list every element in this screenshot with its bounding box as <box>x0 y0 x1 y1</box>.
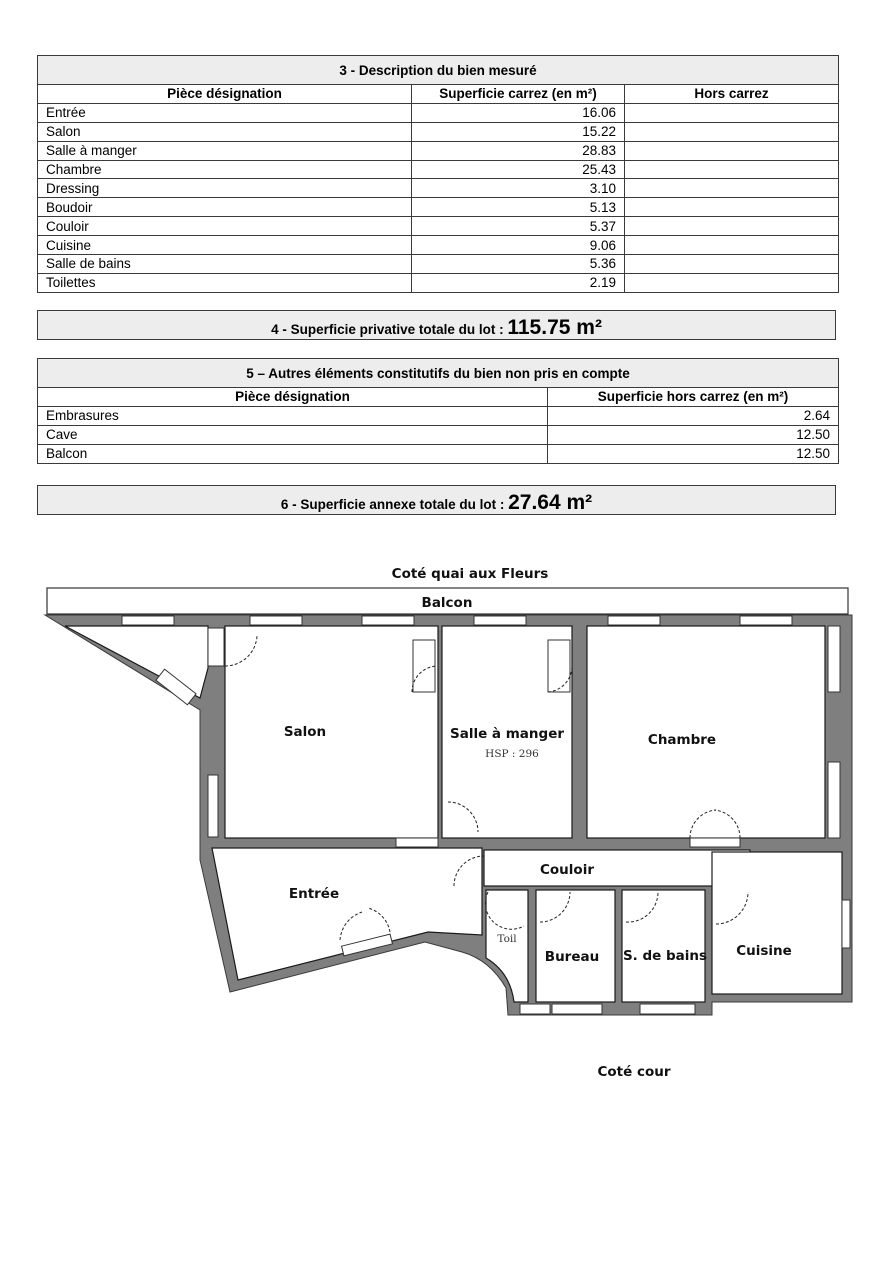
hors-carrez-cell <box>625 122 839 141</box>
table-row <box>38 236 839 255</box>
total-privative-value: 115.75 m² <box>507 316 602 339</box>
hors-carrez-cell <box>625 273 839 292</box>
description-table <box>37 55 839 293</box>
autres-elements-table <box>37 358 839 464</box>
carrez-cell: 15.22 <box>412 122 625 141</box>
hors-carrez-cell <box>625 103 839 122</box>
toil-label: Toil <box>497 933 517 945</box>
hors-carrez-cell <box>625 255 839 274</box>
hors-carrez-cell <box>625 198 839 217</box>
table-row <box>38 217 839 236</box>
carrez-cell: 5.37 <box>412 217 625 236</box>
table-row <box>38 122 839 141</box>
carrez-cell: 25.43 <box>412 160 625 179</box>
carrez-cell: 3.10 <box>412 179 625 198</box>
room-name-cell: Salon <box>38 122 412 141</box>
table-row <box>38 141 839 160</box>
hors-carrez-cell <box>625 160 839 179</box>
room-name-cell: Dressing <box>38 179 412 198</box>
hors-carrez-cell <box>625 179 839 198</box>
table-row <box>38 198 839 217</box>
salon-label: Salon <box>283 724 327 740</box>
total-annexe-value: 27.64 m² <box>508 491 593 514</box>
table-row <box>38 103 839 122</box>
table-row <box>38 273 839 292</box>
total-annexe-box <box>37 485 836 515</box>
header-piece: Pièce désignation <box>38 85 412 104</box>
carrez-cell: 28.83 <box>412 141 625 160</box>
total-privative-label: 4 - Superficie privative totale du lot : <box>271 322 508 337</box>
surface-cell: 12.50 <box>548 444 839 463</box>
sdb-label: S. de bains <box>622 948 708 964</box>
header-carrez: Superficie carrez (en m²) <box>412 85 625 104</box>
table-row <box>38 444 839 463</box>
couloir-room <box>484 850 750 886</box>
surface-cell: 2.64 <box>548 406 839 425</box>
hors-carrez-cell <box>625 236 839 255</box>
element-name-cell: Embrasures <box>38 406 548 425</box>
sdb-room <box>622 890 708 1002</box>
table-row <box>38 406 839 425</box>
header-piece-2: Pièce désignation <box>38 388 548 407</box>
cuisine-room <box>712 852 842 994</box>
carrez-cell: 2.19 <box>412 273 625 292</box>
top-side-label: Coté quai aux Fleurs <box>391 566 549 582</box>
carrez-cell: 16.06 <box>412 103 625 122</box>
hors-carrez-cell <box>625 141 839 160</box>
table-row <box>38 160 839 179</box>
table-row <box>38 425 839 444</box>
room-name-cell: Salle de bains <box>38 255 412 274</box>
room-name-cell: Cuisine <box>38 236 412 255</box>
room-name-cell: Toilettes <box>38 273 412 292</box>
total-annexe-label: 6 - Superficie annexe totale du lot : <box>280 497 509 512</box>
bureau-label: Bureau <box>544 949 600 965</box>
room-name-cell: Entrée <box>38 103 412 122</box>
hors-carrez-cell <box>625 217 839 236</box>
header-hors-carrez-2: Superficie hors carrez (en m²) <box>548 388 839 407</box>
cuisine-label: Cuisine <box>736 943 792 959</box>
header-hors-carrez: Hors carrez <box>625 85 839 104</box>
room-name-cell: Couloir <box>38 217 412 236</box>
element-name-cell: Balcon <box>38 444 548 463</box>
section3-title: 3 - Description du bien mesuré <box>38 56 839 85</box>
carrez-cell: 5.36 <box>412 255 625 274</box>
carrez-cell: 5.13 <box>412 198 625 217</box>
balcon-label: Balcon <box>421 595 473 611</box>
carrez-cell: 9.06 <box>412 236 625 255</box>
element-name-cell: Cave <box>38 425 548 444</box>
couloir-label: Couloir <box>540 862 594 878</box>
table-row <box>38 179 839 198</box>
chambre-label: Chambre <box>647 732 717 748</box>
salle-a-manger-label: Salle à manger <box>449 726 565 742</box>
room-name-cell: Boudoir <box>38 198 412 217</box>
surface-cell: 12.50 <box>548 425 839 444</box>
salon-room <box>225 626 438 838</box>
room-name-cell: Salle à manger <box>38 141 412 160</box>
bureau-room <box>536 890 615 1002</box>
floor-plan <box>0 540 893 1100</box>
entree-label: Entrée <box>288 886 340 902</box>
section5-title: 5 – Autres éléments constitutifs du bien non pris en compte <box>38 359 839 388</box>
hsp-label: HSP : 296 <box>485 748 539 760</box>
total-privative-box <box>37 310 836 340</box>
room-name-cell: Chambre <box>38 160 412 179</box>
table-row <box>38 255 839 274</box>
bottom-side-label: Coté cour <box>597 1064 671 1080</box>
